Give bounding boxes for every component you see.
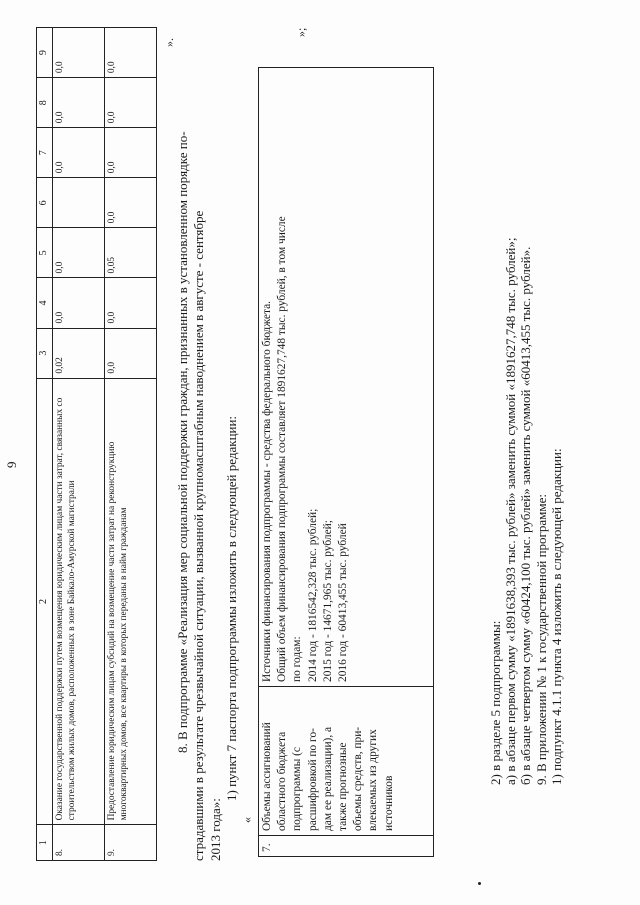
row-number: 7. — [259, 836, 434, 857]
table-row — [105, 28, 157, 861]
paragraph-8-line: 2013 года»: — [208, 798, 223, 861]
paragraph-8-line: 1) пункт 7 паспорта подпрограммы изложить в следующей редакции: — [224, 415, 239, 801]
value-cell: 0,05 — [105, 228, 157, 278]
content-line: 2014 год - 1816542,328 тыс. рублей; — [306, 508, 319, 682]
row-number: 8. — [53, 825, 105, 861]
header-cell: 2 — [37, 378, 53, 825]
label-line: влекаемых из других — [367, 729, 380, 831]
value-cell — [53, 178, 105, 228]
label-line: источников — [382, 775, 395, 831]
closing-quote: ». — [162, 38, 176, 47]
instruction-line: 9. В приложении № 1 к государственной программе: — [533, 494, 549, 785]
content-line: 2016 год - 60413,455 тыс. рублей — [337, 523, 350, 682]
header-cell: 4 — [37, 278, 53, 328]
instruction-line: 1) подпункт 4.1.1 пункта 4 изложить в следующей редакции: — [548, 448, 564, 785]
value-cell: 0,0 — [105, 78, 157, 128]
instructions — [488, 65, 564, 785]
page-number: 9 — [4, 461, 19, 468]
table-row — [259, 68, 434, 857]
funding-table — [36, 27, 157, 861]
value-cell: 0,0 — [105, 178, 157, 228]
label-line: подпрограммы (с — [291, 747, 304, 831]
scan-speck — [478, 882, 481, 885]
header-cell: 3 — [37, 328, 53, 378]
opening-quote: « — [240, 817, 254, 823]
closing-quote: »; — [294, 27, 308, 37]
header-cell: 5 — [37, 228, 53, 278]
row-description: Предоставление юридическим лицам субсидий на возмещение части затрат на реконструкцию многоквартирных домов, все квартиры в которых переданы в найм гражданам — [105, 378, 157, 825]
content-line: 2015 год - 14671,965 тыс. рублей; — [321, 520, 334, 682]
row-label — [259, 687, 434, 836]
instruction-line: б) в абзаце четвертом сумму «60424,100 тыс. рублей» заменить суммой «60413,455 тыс. рублей». — [518, 246, 534, 785]
label-line: областного бюджета — [276, 731, 289, 831]
table-header-row — [37, 28, 53, 861]
header-cell: 8 — [37, 78, 53, 128]
value-cell: 0,0 — [105, 28, 157, 78]
value-cell: 0,0 — [105, 328, 157, 378]
header-cell: 6 — [37, 178, 53, 228]
value-cell: 0,0 — [105, 128, 157, 178]
row-description: Оказание государственной поддержки путем возмещения юридическим лицам части затрат, связанных со строительством жилых домов, расположенных в зоне Байкало-Амурской магистрали — [53, 378, 105, 825]
instruction-line: а) в абзаце первом сумму «1891638,393 тыс. рублей» заменить суммой «1891627,748 тыс. рублей»; — [503, 237, 519, 785]
content-line: Общий объем финансирования подпрограммы составляет 1891627,748 тыс. рублей, в том числе — [276, 216, 289, 682]
label-line: расшифровкой по го- — [306, 728, 319, 831]
header-cell: 7 — [37, 128, 53, 178]
paragraph-8-line: 8. В подпрограмме «Реализация мер социальной поддержки граждан, признанных в установленном порядке по- — [175, 131, 190, 753]
label-line: дам ее реализации), а — [321, 726, 334, 831]
label-line: Объемы ассигнований — [261, 722, 273, 831]
value-cell: 0,0 — [53, 78, 105, 128]
paragraph-8-line: страдавшими в результате чрезвычайной ситуации, вызванной крупномасштабным наводнением в августе - сентябре — [191, 210, 206, 861]
content-line: по годам: — [291, 636, 304, 682]
instruction-line: 2) в разделе 5 подпрограммы: — [488, 620, 503, 785]
value-cell: 0,0 — [53, 128, 105, 178]
content-line: Источники финансирования подпрограммы - средства федерального бюджета. — [261, 301, 273, 682]
value-cell: 0,0 — [53, 278, 105, 328]
label-line: также прогнозные — [337, 742, 350, 831]
table-row — [53, 28, 105, 861]
value-cell: 0,0 — [53, 228, 105, 278]
row-content — [259, 68, 434, 687]
row-number: 9. — [105, 825, 157, 861]
label-line: объемы средств, при- — [352, 726, 365, 831]
passport-table — [258, 67, 434, 857]
header-cell: 9 — [37, 28, 53, 78]
value-cell: 0,0 — [105, 278, 157, 328]
value-cell: 0,02 — [53, 328, 105, 378]
value-cell: 0,0 — [53, 28, 105, 78]
header-cell: 1 — [37, 825, 53, 861]
